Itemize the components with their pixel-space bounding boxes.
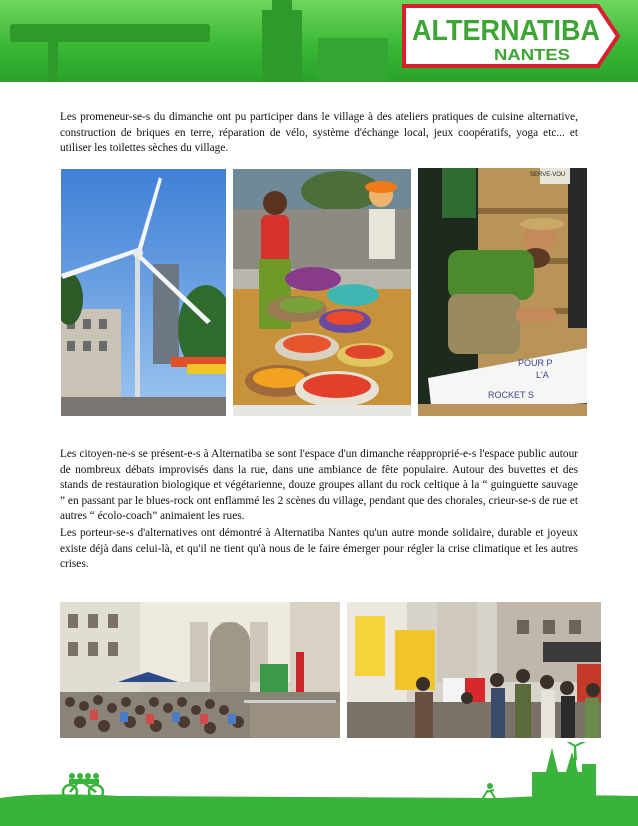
conclusion-paragraph: Les porteur-se-s d'alternatives ont démontré à Alternatiba Nantes qu'un autre monde solidaire, durable et joyeux existe déjà dans celui-là, et qu'il ne tient qu'à nous de le faire émerger pour régler la crise climatique et les autres crises.	[60, 527, 578, 570]
building-silhouette	[318, 38, 388, 82]
footer-illustration	[0, 742, 638, 802]
sign-text-2: L'A	[536, 370, 549, 380]
crane-silhouette	[10, 24, 210, 42]
runner-icon	[483, 783, 495, 798]
public-space-paragraph: Les citoyen-ne-s se présent-e-s à Alternatiba se sont l'espace d'un dimanche réapproprié-e-s l'espace public autour de nombreux débats improvisés dans la rue, dans une ambiance de fête populaire. Autour des buvettes et des stands de restauration biologique et végétarienne, douze groupes allant du rock celtique à la “ guinguette sauvage ” en passant par le blues-rock ont enflammé les 2 scènes du village, pendant que des chorales, crieur-se-s de rue et autres “ écolo-coach” animaient les rues.	[60, 448, 578, 522]
cathedral-icon	[532, 748, 596, 798]
logo-sign	[398, 2, 622, 70]
sign-text-1: POUR P	[518, 358, 553, 368]
photo-wind-turbine	[61, 169, 226, 416]
photo-street-parade	[347, 602, 601, 738]
footer-banner	[0, 798, 638, 826]
tower-silhouette	[262, 10, 302, 82]
sign-text-3: ROCKET S	[488, 390, 534, 400]
cyclists-icon	[69, 773, 99, 784]
photo-brick-workshop	[418, 168, 587, 416]
alternatiba-logo	[398, 2, 622, 70]
photo-food-stand	[233, 169, 411, 416]
photo-square-crowd	[60, 602, 340, 738]
crane-mast-silhouette	[48, 36, 58, 82]
crate-text: SERVE-VOU	[530, 172, 566, 178]
logo-title: ALTERNATIBA	[412, 15, 601, 47]
intro-paragraph: Les promeneur-se-s du dimanche ont pu participer dans le village à des ateliers pratiques de cuisine alternative, construction de briques en terre, réparation de vélo, système d'échange local, jeux coopératifs, yoga etc... et utiliser les toilettes sèches du village.	[60, 111, 578, 154]
logo-subtitle: NANTES	[494, 47, 571, 64]
